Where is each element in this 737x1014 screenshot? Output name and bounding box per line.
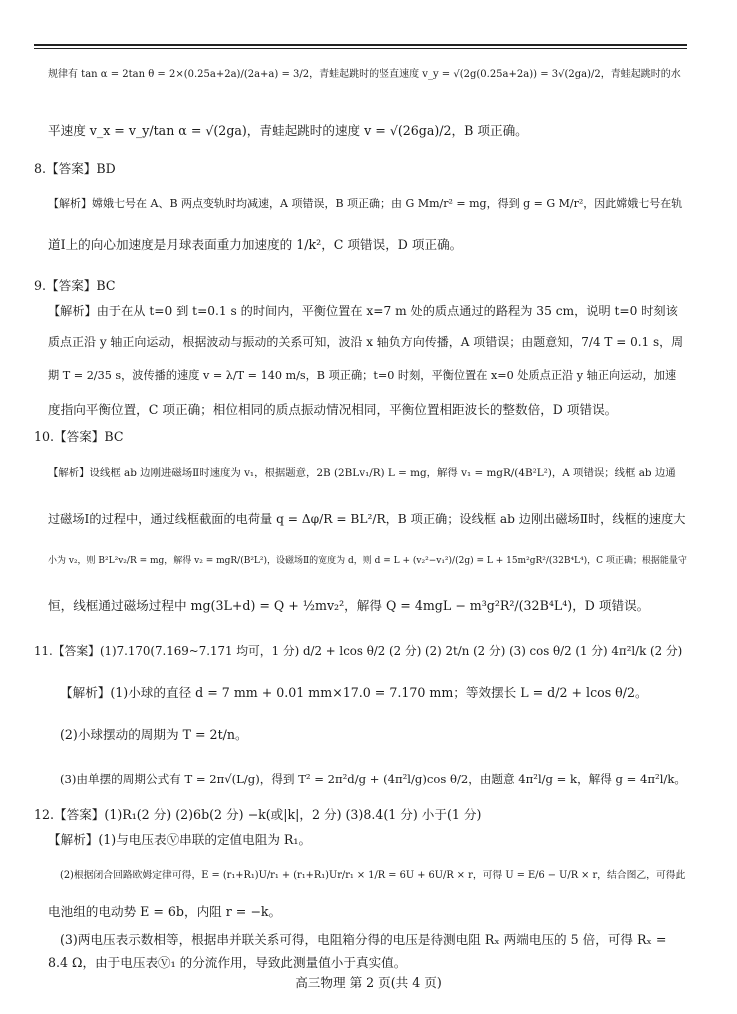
text-line: 恒，线框通过磁场过程中 mg(3L+d) = Q + ½mv₂²，解得 Q = 4mgL − m³g²R²/(32B⁴L⁴)，D 项错误。 xyxy=(48,598,650,613)
text-line: 【解析】由于在从 t=0 到 t=0.1 s 的时间内，平衡位置在 x=7 m 处的质点通过的路程为 35 cm，说明 t=0 时刻该 xyxy=(48,304,678,318)
text-line: (2)根据闭合回路欧姆定律可得，E = (r₁+R₁)U/r₁ + (r₁+R₁)Ur/r₁ × 1/R = 6U + 6U/R × r，可得 U = E/6 − U/R × r，结合图乙，可得此 xyxy=(60,870,686,881)
text-line: 电池组的电动势 E = 6b，内阻 r = −k。 xyxy=(48,904,282,919)
text-line: 小为 v₂，则 B²L²v₂/R = mg，解得 v₂ = mgR/(B²L²)，设磁场Ⅱ的宽度为 d，则 d = L + (v₂²−v₁²)/(2g) = L + 15m²gR²/(32B⁴L⁴)，C 项正确；根据能量守 xyxy=(48,556,687,566)
text-line: 道Ⅰ上的向心加速度是月球表面重力加速度的 1/k²，C 项错误，D 项正确。 xyxy=(48,237,463,252)
answer-heading: 9.【答案】BC xyxy=(34,278,116,293)
text-line: (3)两电压表示数相等，根据串并联关系可得，电阻箱分得的电压是待测电阻 Rₓ 两端电压的 5 倍，可得 Rₓ = xyxy=(60,932,667,947)
text-line: 期 T = 2/35 s，波传播的速度 v = λ/T = 140 m/s，B 项正确；t=0 时刻，平衡位置在 x=0 处质点正沿 y 轴正向运动，加速 xyxy=(48,369,677,382)
text-line: (2)小球摆动的周期为 T = 2t/n。 xyxy=(60,727,248,742)
answer-heading: 8.【答案】BD xyxy=(34,161,116,176)
answer-heading: 11.【答案】(1)7.170(7.169~7.171 均可，1 分) d/2 + lcos θ/2 (2 分) (2) 2t/n (2 分) (3) cos θ/2 (1 分) 4π²l/k (2 分) xyxy=(34,644,683,658)
page-footer: 高三物理 第 2 页(共 4 页) xyxy=(295,975,442,990)
text-line: 【解析】嫦娥七号在 A、B 两点变轨时均减速，A 项错误，B 项正确；由 G Mm/r² = mg，得到 g = G M/r²，因此嫦娥七号在轨 xyxy=(48,197,683,210)
text-line: 度指向平衡位置，C 项正确；相位相同的质点振动情况相同，平衡位置相距波长的整数倍，D 项错误。 xyxy=(48,402,618,417)
text-line: 8.4 Ω，由于电压表Ⓥ₁ 的分流作用，导致此测量值小于真实值。 xyxy=(48,955,407,970)
answer-heading: 12.【答案】(1)R₁(2 分) (2)6b(2 分) −k(或|k|，2 分) (3)8.4(1 分) 小于(1 分) xyxy=(34,807,482,822)
header-rule xyxy=(34,44,687,46)
text-line: 规律有 tan α = 2tan θ = 2×(0.25a+2a)/(2a+a) = 3/2，青蛙起跳时的竖直速度 v_y = √(2g(0.25a+2a)) = 3√(2ga)/2，青蛙起跳时的水 xyxy=(48,69,681,80)
text-line: 过磁场Ⅰ的过程中，通过线框截面的电荷量 q = Δφ/R = BL²/R，B 项正确；设线框 ab 边刚出磁场Ⅱ时，线框的速度大 xyxy=(48,512,686,526)
header-rule-thin xyxy=(34,48,687,49)
answer-heading: 10.【答案】BC xyxy=(34,429,124,444)
text-line: 【解析】(1)小球的直径 d = 7 mm + 0.01 mm×17.0 = 7.170 mm；等效摆长 L = d/2 + lcos θ/2。 xyxy=(60,685,648,700)
text-line: (3)由单摆的周期公式有 T = 2π√(L/g)，得到 T² = 2π²d/g + (4π²l/g)cos θ/2，由题意 4π²l/g = k，解得 g = 4π²l/k。 xyxy=(60,772,686,786)
text-line: 质点正沿 y 轴正向运动，根据波动与振动的关系可知，波沿 x 轴负方向传播，A 项错误；由题意知，7/4 T = 0.1 s，周 xyxy=(48,335,684,349)
text-line: 【解析】设线框 ab 边刚进磁场Ⅱ时速度为 v₁，根据题意，2B (2BLv₁/R) L = mg，解得 v₁ = mgR/(4B²L²)，A 项错误；线框 ab 边通 xyxy=(48,467,676,479)
text-line: 平速度 v_x = v_y/tan α = √(2ga)，青蛙起跳时的速度 v = √(26ga)/2，B 项正确。 xyxy=(48,123,528,138)
text-line: 【解析】(1)与电压表Ⓥ串联的定值电阻为 R₁。 xyxy=(48,832,312,847)
